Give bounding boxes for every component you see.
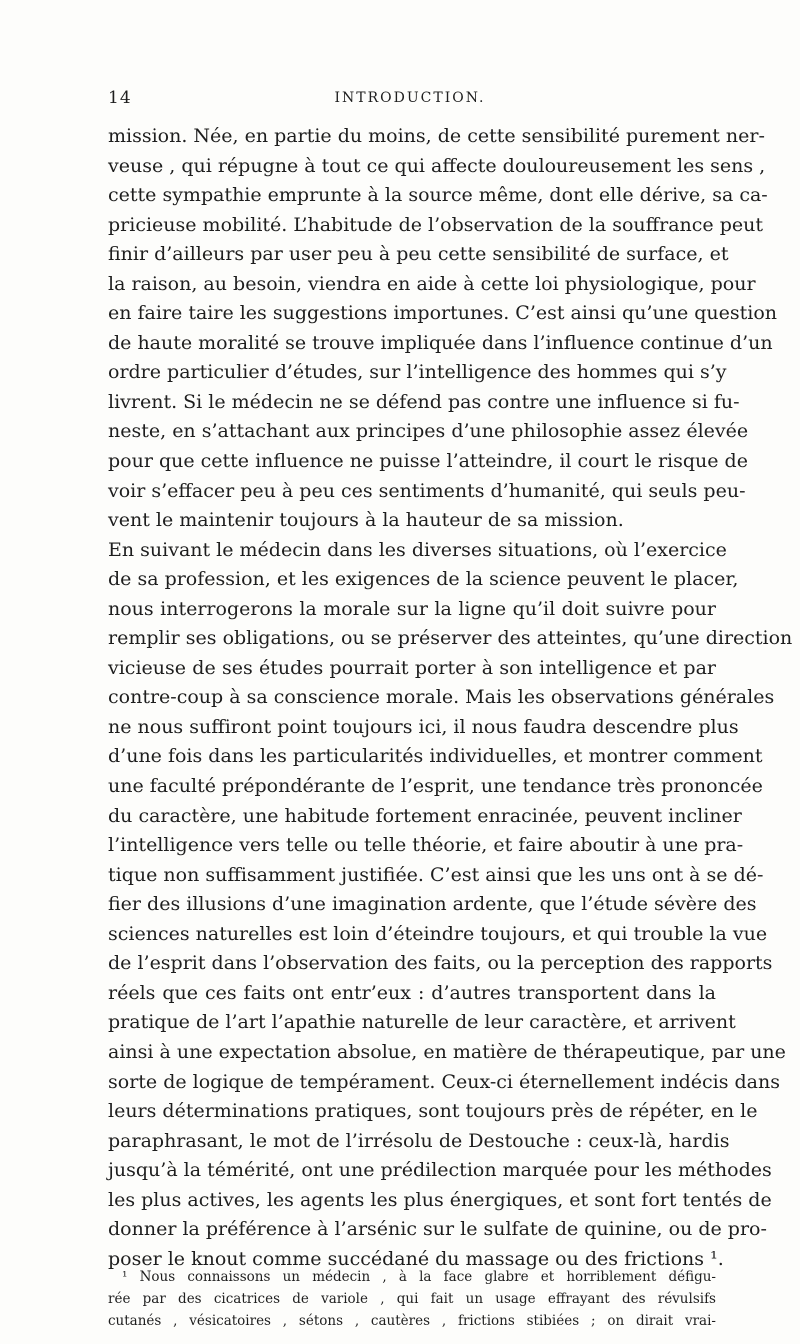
text-line: la raison, au besoin, viendra en aide à cette loi physiologique, pour [108,272,756,295]
text-line: voir s’effacer peu à peu ces sentiments d’humanité, qui seuls peu- [108,479,746,502]
text-line: de l’esprit dans l’observation des faits, ou la perception des rapports [108,952,773,975]
text-line: sorte de logique de tempérament. Ceux-ci éternellement indécis dans [108,1070,780,1093]
text-line: tique non suffisamment justifiée. C’est ainsi que les uns ont à se dé- [108,863,764,886]
text-line: donner la préférence à l’arsénic sur le sulfate de quinine, ou de pro- [108,1218,767,1241]
text-line: leurs déterminations pratiques, sont toujours près de répéter, en le [108,1100,758,1123]
text-line: contre-coup à sa conscience morale. Mais les observations générales [108,686,775,709]
text-line: neste, en s’attachant aux principes d’une philosophie assez élevée [108,420,749,443]
text-line: jusqu’à la témérité, ont une prédilection marquée pour les méthodes [108,1159,772,1182]
text-line: en faire taire les suggestions importunes. C’est ainsi qu’une question [108,302,778,325]
text-line: cette sympathie emprunte à la source même, dont elle dérive, sa ca- [108,184,768,207]
text-line: finir d’ailleurs par user peu à peu cette sensibilité de surface, et [108,243,729,266]
footnote-line: rée par des cicatrices de variole , qui fait un usage effrayant des révulsifs [108,1291,716,1307]
main-text [108,122,793,1274]
text-line: pricieuse mobilité. L’habitude de l’observation de la souffrance peut [108,213,763,236]
text-line: de haute moralité se trouve impliquée dans l’influence continue d’un [108,331,773,354]
text-line: d’une fois dans les particularités individuelles, et montrer comment [108,745,763,768]
text-line: du caractère, une habitude fortement enracinée, peuvent incliner [108,804,742,827]
text-line: pratique de l’art l’apathie naturelle de leur caractère, et arrivent [108,1011,736,1034]
text-line: ainsi à une expectation absolue, en matière de thérapeutique, par une [108,1040,786,1063]
text-line: mission. Née, en partie du moins, de cette sensibilité purement ner- [108,125,765,147]
text-line: les plus actives, les agents les plus énergiques, et sont fort tentés de [108,1188,772,1211]
text-line: En suivant le médecin dans les diverses situations, où l’exercice [108,538,727,561]
text-line: ordre particulier d’études, sur l’intelligence des hommes qui s’y [108,361,727,384]
footnote-line: ¹ Nous connaissons un médecin , à la face glabre et horriblement défigu- [122,1269,716,1285]
text-line: une faculté prépondérante de l’esprit, une tendance très prononcée [108,775,763,798]
page-header [108,88,712,114]
footnote-block [108,1266,716,1332]
text-line: réels que ces faits ont entr’eux : d’autres transportent dans la [108,981,716,1004]
text-line: l’intelligence vers telle ou telle théorie, et faire aboutir à une pra- [108,834,744,857]
text-line: sciences naturelles est loin d’éteindre toujours, et qui trouble la vue [108,922,768,945]
text-line: remplir ses obligations, ou se préserver des atteintes, qu’une direction [108,627,793,650]
text-line: de sa profession, et les exigences de la science peuvent le placer, [108,568,739,591]
text-line: vent le maintenir toujours à la hauteur de sa mission. [108,509,624,532]
text-line: nous interrogerons la morale sur la ligne qu’il doit suivre pour [108,597,716,620]
text-line: paraphrasant, le mot de l’irrésolu de Destouche : ceux-là, hardis [108,1129,730,1152]
text-line: vicieuse de ses études pourrait porter à son intelligence et par [108,656,716,679]
footnote-line: cutanés , vésicatoires , sétons , cautères , frictions stibiées ; on dirait vrai- [108,1313,716,1329]
text-line: livrent. Si le médecin ne se défend pas contre une influence si fu- [108,390,740,413]
page-number: 14 [108,88,132,108]
text-line: poser le knout comme succédané du massage ou des frictions ¹. [108,1247,724,1270]
running-head: INTRODUCTION. [334,90,486,106]
text-line: pour que cette influence ne puisse l’atteindre, il court le risque de [108,450,748,473]
text-line: ne nous suffiront point toujours ici, il nous faudra descendre plus [108,715,739,738]
text-line: veuse , qui répugne à tout ce qui affecte douloureusement les sens , [108,154,766,177]
text-line: fier des illusions d’une imagination ardente, que l’étude sévère des [108,893,757,916]
